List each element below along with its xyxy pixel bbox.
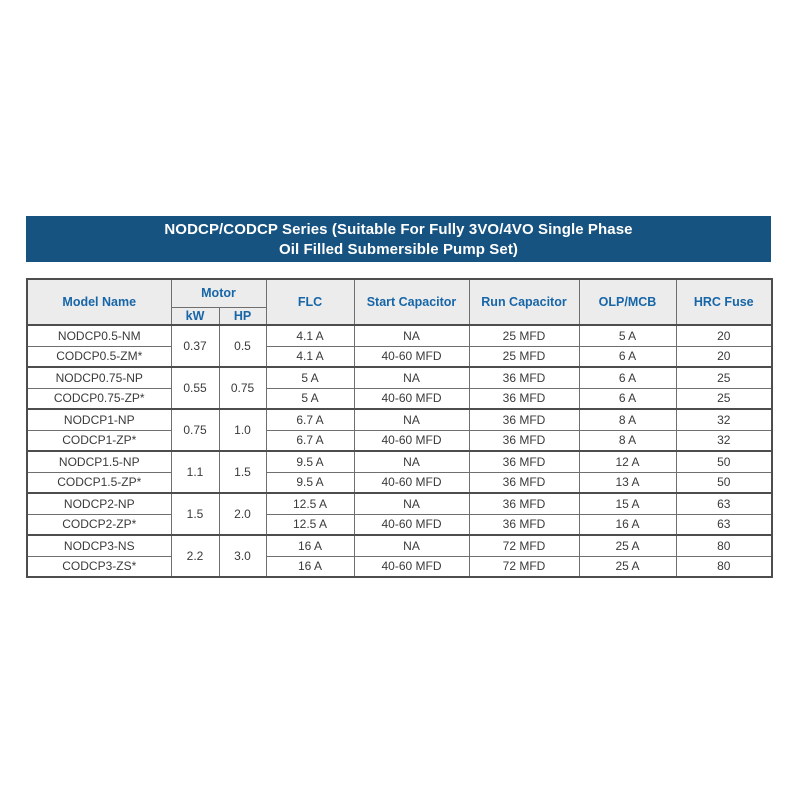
cell-flc: 4.1 A (266, 325, 354, 346)
cell-hp: 2.0 (219, 493, 266, 535)
cell-run-capacitor: 36 MFD (469, 430, 579, 451)
cell-hrc-fuse: 32 (676, 430, 772, 451)
cell-start-capacitor: 40-60 MFD (354, 430, 469, 451)
cell-olp-mcb: 25 A (579, 535, 676, 556)
table-row (27, 493, 772, 514)
cell-hrc-fuse: 20 (676, 325, 772, 346)
col-header-kw: kW (171, 307, 219, 325)
cell-flc: 6.7 A (266, 430, 354, 451)
cell-run-capacitor: 36 MFD (469, 472, 579, 493)
cell-flc: 16 A (266, 556, 354, 577)
cell-olp-mcb: 6 A (579, 346, 676, 367)
col-header-olp-mcb: OLP/MCB (579, 279, 676, 325)
cell-flc: 12.5 A (266, 514, 354, 535)
cell-kw: 2.2 (171, 535, 219, 577)
table-row (27, 325, 772, 346)
cell-run-capacitor: 36 MFD (469, 451, 579, 472)
series-title-banner (26, 216, 771, 262)
table-row (27, 514, 772, 535)
cell-hp: 1.5 (219, 451, 266, 493)
cell-olp-mcb: 13 A (579, 472, 676, 493)
cell-hp: 0.75 (219, 367, 266, 409)
cell-run-capacitor: 36 MFD (469, 493, 579, 514)
cell-kw: 1.1 (171, 451, 219, 493)
cell-flc: 9.5 A (266, 451, 354, 472)
cell-run-capacitor: 36 MFD (469, 514, 579, 535)
series-title-line1: NODCP/CODCP Series (Suitable For Fully 3VO/4VO Single Phase (164, 220, 633, 238)
cell-flc: 9.5 A (266, 472, 354, 493)
cell-start-capacitor: NA (354, 325, 469, 346)
col-header-hrc-fuse: HRC Fuse (676, 279, 772, 325)
cell-hrc-fuse: 80 (676, 556, 772, 577)
cell-hp: 0.5 (219, 325, 266, 367)
cell-flc: 5 A (266, 388, 354, 409)
cell-run-capacitor: 36 MFD (469, 367, 579, 388)
cell-model: NODCP0.75-NP (27, 367, 171, 388)
table-row (27, 409, 772, 430)
col-header-flc: FLC (266, 279, 354, 325)
cell-olp-mcb: 12 A (579, 451, 676, 472)
cell-model: CODCP0.75-ZP* (27, 388, 171, 409)
cell-hrc-fuse: 25 (676, 367, 772, 388)
cell-olp-mcb: 8 A (579, 409, 676, 430)
cell-hrc-fuse: 50 (676, 472, 772, 493)
cell-hrc-fuse: 80 (676, 535, 772, 556)
cell-olp-mcb: 15 A (579, 493, 676, 514)
series-title-line2: Oil Filled Submersible Pump Set) (278, 240, 519, 258)
pump-spec-table (26, 278, 773, 578)
cell-run-capacitor: 72 MFD (469, 556, 579, 577)
cell-model: NODCP1-NP (27, 409, 171, 430)
cell-run-capacitor: 36 MFD (469, 409, 579, 430)
col-header-model-name: Model Name (27, 279, 171, 325)
cell-start-capacitor: NA (354, 535, 469, 556)
cell-run-capacitor: 25 MFD (469, 325, 579, 346)
cell-model: CODCP1-ZP* (27, 430, 171, 451)
cell-start-capacitor: 40-60 MFD (354, 472, 469, 493)
table-row (27, 430, 772, 451)
cell-olp-mcb: 5 A (579, 325, 676, 346)
cell-flc: 4.1 A (266, 346, 354, 367)
cell-model: NODCP1.5-NP (27, 451, 171, 472)
cell-olp-mcb: 6 A (579, 388, 676, 409)
col-header-motor: Motor (171, 279, 266, 307)
cell-olp-mcb: 6 A (579, 367, 676, 388)
cell-start-capacitor: 40-60 MFD (354, 556, 469, 577)
cell-kw: 0.55 (171, 367, 219, 409)
cell-hrc-fuse: 20 (676, 346, 772, 367)
table-row (27, 346, 772, 367)
cell-hp: 1.0 (219, 409, 266, 451)
cell-kw: 1.5 (171, 493, 219, 535)
table-row (27, 535, 772, 556)
table-row (27, 556, 772, 577)
table-row (27, 367, 772, 388)
cell-hrc-fuse: 63 (676, 493, 772, 514)
cell-start-capacitor: NA (354, 409, 469, 430)
cell-olp-mcb: 16 A (579, 514, 676, 535)
cell-start-capacitor: 40-60 MFD (354, 514, 469, 535)
cell-hrc-fuse: 50 (676, 451, 772, 472)
cell-model: NODCP3-NS (27, 535, 171, 556)
cell-olp-mcb: 8 A (579, 430, 676, 451)
cell-hrc-fuse: 25 (676, 388, 772, 409)
table-row (27, 388, 772, 409)
cell-model: CODCP3-ZS* (27, 556, 171, 577)
cell-flc: 16 A (266, 535, 354, 556)
cell-flc: 6.7 A (266, 409, 354, 430)
cell-model: NODCP0.5-NM (27, 325, 171, 346)
table-row (27, 472, 772, 493)
table-row (27, 451, 772, 472)
cell-model: NODCP2-NP (27, 493, 171, 514)
cell-hp: 3.0 (219, 535, 266, 577)
cell-start-capacitor: NA (354, 451, 469, 472)
cell-start-capacitor: NA (354, 493, 469, 514)
cell-flc: 12.5 A (266, 493, 354, 514)
cell-run-capacitor: 72 MFD (469, 535, 579, 556)
col-header-hp: HP (219, 307, 266, 325)
col-header-run-capacitor: Run Capacitor (469, 279, 579, 325)
cell-start-capacitor: NA (354, 367, 469, 388)
cell-kw: 0.75 (171, 409, 219, 451)
col-header-start-capacitor: Start Capacitor (354, 279, 469, 325)
cell-olp-mcb: 25 A (579, 556, 676, 577)
cell-flc: 5 A (266, 367, 354, 388)
cell-kw: 0.37 (171, 325, 219, 367)
cell-run-capacitor: 25 MFD (469, 346, 579, 367)
cell-model: CODCP1.5-ZP* (27, 472, 171, 493)
cell-hrc-fuse: 32 (676, 409, 772, 430)
cell-run-capacitor: 36 MFD (469, 388, 579, 409)
cell-hrc-fuse: 63 (676, 514, 772, 535)
cell-model: CODCP0.5-ZM* (27, 346, 171, 367)
cell-model: CODCP2-ZP* (27, 514, 171, 535)
cell-start-capacitor: 40-60 MFD (354, 388, 469, 409)
cell-start-capacitor: 40-60 MFD (354, 346, 469, 367)
